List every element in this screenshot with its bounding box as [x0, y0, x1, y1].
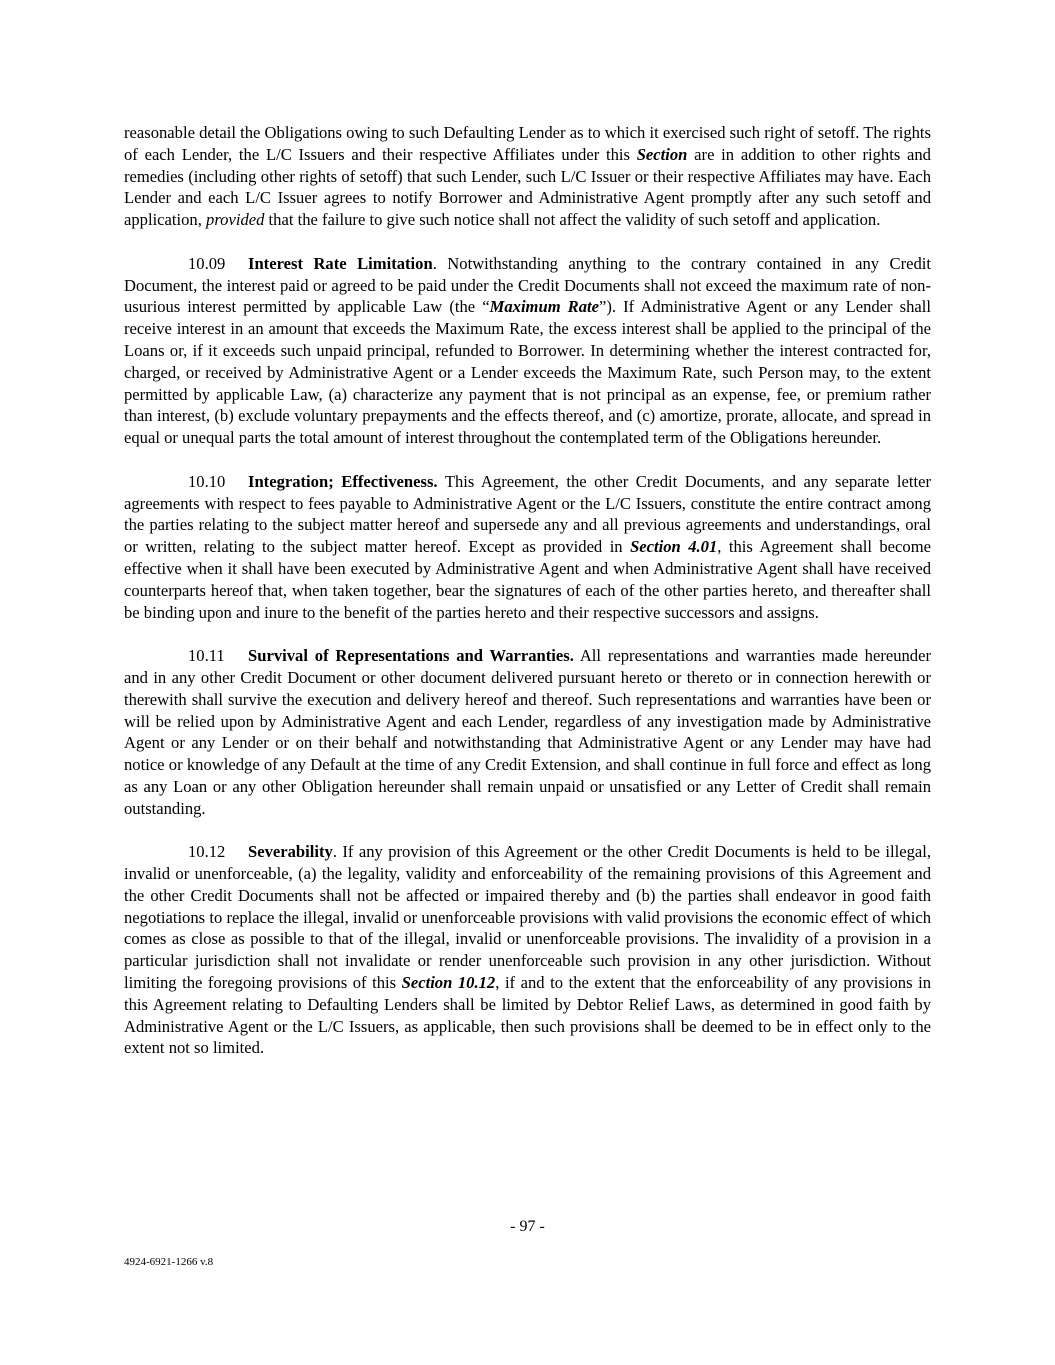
paragraph-text: . Notwithstanding anything to the contrary contained in any Credit Document, the interest paid or agreed to be paid under the Credit Documents shall not exceed the maximum rate of non-usurious interest permitted by applicable Law (the “	[124, 253, 931, 317]
provided-term: provided	[206, 210, 265, 230]
paragraph-text: This Agreement, the other Credit Documents, and any separate letter agreements with respect to fees payable to Administrative Agent or the L/C Issuers, constitute the entire contract among the parties relating to the subject matter hereof and supersede any and all previous agreements and understandings, oral or written, relating to the subject matter hereof. Except as provided in	[124, 471, 932, 557]
paragraph-text: All representations and warranties made hereunder and in any other Credit Document or other document delivered pursuant hereto or thereto or in connection herewith or therewith shall survive the execution and delivery hereof and thereof. Such representations and warranties have been or will be relied upon by Administrative Agent and each Lender, regardless of any investigation made by Administrative Agent or any Lender or on their behalf and notwithstanding that Administrative Agent or any Lender may have had notice or knowledge of any Default at the time of any Credit Extension, and shall continue in full force and effect as long as any Loan or any other Obligation hereunder shall remain unpaid or unsatisfied or any Letter of Credit shall remain outstanding.	[124, 646, 931, 818]
section-number: 10.11	[188, 646, 225, 666]
paragraph-text: . If any provision of this Agreement or the other Credit Documents is held to be illegal, invalid or unenforceable, (a) the legality, validity and enforceability of the remaining provisions of this Agreement and the other Credit Documents shall not be affected or impaired thereby and (b) the parties shall endeavor in good faith negotiations to replace the illegal, invalid or unenforceable provisions with valid provisions the economic effect of which comes as close as possible to that of the illegal, invalid or unenforceable provisions. The invalidity of a provision in a particular jurisdiction shall not invalidate or render unenforceable such provision in any other jurisdiction. Without limiting the foregoing provisions of this	[124, 842, 931, 993]
section-heading: Integration; Effectiveness.	[248, 471, 438, 491]
section-10-09	[124, 253, 931, 449]
section-10-11	[124, 645, 931, 819]
defined-term: Maximum Rate	[489, 297, 600, 317]
page-number: - 97 -	[510, 1218, 545, 1235]
section-heading: Interest Rate Limitation	[248, 253, 433, 273]
document-id: 4924-6921-1266 v.8	[124, 1256, 214, 1268]
section-reference: Section 4.01	[630, 537, 718, 557]
document-body	[124, 122, 931, 1081]
paragraph-text: are in addition to other rights and remedies (including other rights of setoff) that such Lender, such L/C Issuer or their respective Affiliates may have. Each Lender and each L/C Issuer agrees to notify Borrower and Administrative Agent promptly after any such setoff and application,	[124, 144, 931, 230]
paragraph-text: ”). If Administrative Agent or any Lender shall receive interest in an amount that exceeds the Maximum Rate, the excess interest shall be applied to the principal of the Loans or, if it exceeds such unpaid principal, refunded to Borrower. In determining whether the interest contracted for, charged, or received by Administrative Agent or a Lender exceeds the Maximum Rate, such Person may, to the extent permitted by applicable Law, (a) characterize any payment that is not principal as an expense, fee, or premium rather than interest, (b) exclude voluntary prepayments and the effects thereof, and (c) amortize, prorate, allocate, and spread in equal or unequal parts the total amount of interest throughout the contemplated term of the Obligations hereunder.	[124, 297, 931, 448]
section-heading: Survival of Representations and Warranties.	[248, 646, 574, 666]
section-number: 10.09	[188, 253, 226, 273]
continuation-paragraph	[124, 122, 931, 231]
section-number: 10.12	[188, 842, 226, 862]
paragraph-text: that the failure to give such notice shall not affect the validity of such setoff and application.	[264, 210, 881, 230]
paragraph-text: reasonable detail the Obligations owing to such Defaulting Lender as to which it exercised such right of setoff. The rights of each Lender, the L/C Issuers and their respective Affiliates under this	[124, 123, 931, 164]
section-reference: Section 10.12	[401, 973, 496, 993]
paragraph-text: , if and to the extent that the enforceability of any provisions in this Agreement relating to Defaulting Lenders shall be limited by Debtor Relief Laws, as determined in good faith by Administrative Agent or the L/C Issuers, as applicable, then such provisions shall be deemed to be in effect only to the extent not so limited.	[124, 973, 931, 1058]
section-reference: Section	[636, 144, 688, 164]
section-number: 10.10	[188, 471, 226, 491]
paragraph-text: , this Agreement shall become effective when it shall have been executed by Administrative Agent and when Administrative Agent shall have received counterparts hereof that, when taken together, bear the signatures of each of the other parties hereto, and thereafter shall be binding upon and inure to the benefit of the parties hereto and their respective successors and assigns.	[124, 537, 931, 622]
section-10-10	[124, 471, 931, 624]
section-heading: Severability	[248, 842, 333, 862]
section-10-12	[124, 841, 931, 1059]
